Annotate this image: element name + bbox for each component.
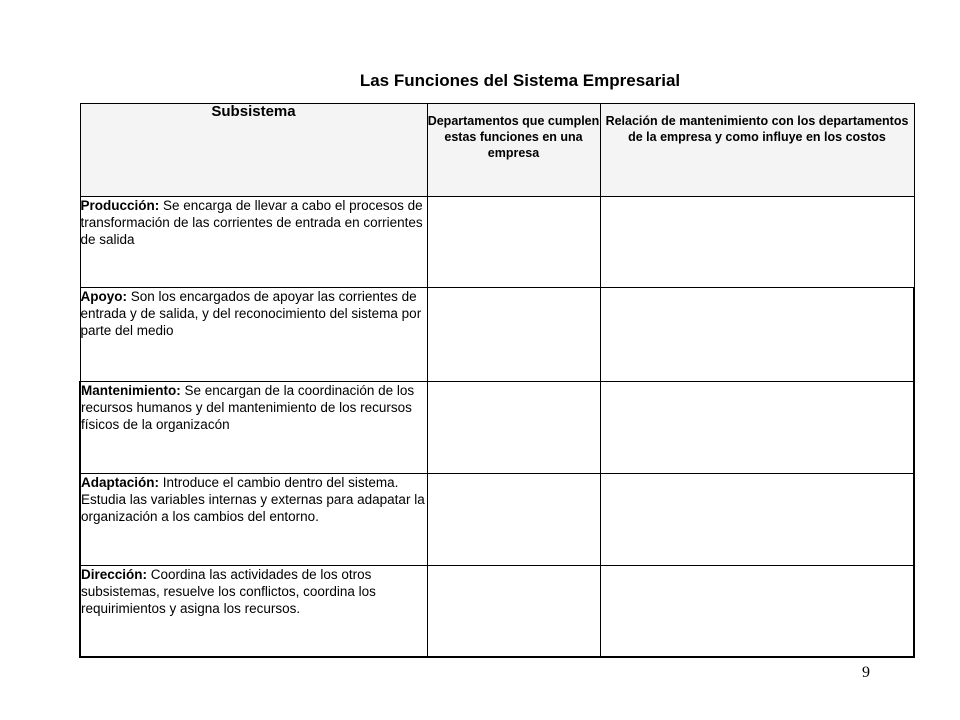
row-text: Son los encargados de apoyar las corrientes de entrada y de salida, y del reconocimiento del sistema por parte del medio bbox=[80, 289, 422, 338]
cell-relacion[interactable] bbox=[600, 566, 914, 658]
cell-departamentos[interactable] bbox=[427, 288, 600, 382]
row-term: Apoyo: bbox=[80, 289, 127, 304]
header-subsistema: Subsistema bbox=[80, 104, 427, 197]
table-header-row bbox=[80, 104, 914, 197]
header-departamentos: Departamentos que cumplen estas funciones en una empresa bbox=[427, 104, 600, 197]
cell-departamentos[interactable] bbox=[427, 382, 600, 474]
header-relacion: Relación de mantenimiento con los departamentos de la empresa y como influye en los costos bbox=[600, 104, 914, 197]
row-description bbox=[80, 566, 427, 658]
table-row bbox=[80, 474, 914, 566]
row-description bbox=[80, 288, 427, 382]
page-title: Las Funciones del Sistema Empresarial bbox=[359, 71, 681, 90]
row-text: Se encargan de la coordinación de los recursos humanos y del mantenimiento de los recursos físicos de la organizacón bbox=[81, 383, 415, 432]
row-text: Se encarga de llevar a cabo el procesos de transformación de las corrientes de entrada en corrientes de salida bbox=[80, 198, 423, 247]
cell-relacion[interactable] bbox=[600, 474, 914, 566]
row-text: Coordina las actividades de los otros subsistemas, resuelve los conflictos, coordina los requirimientos y asigna los recursos. bbox=[81, 567, 376, 616]
row-description bbox=[80, 197, 427, 288]
cell-relacion[interactable] bbox=[600, 197, 914, 288]
cell-departamentos[interactable] bbox=[427, 197, 600, 288]
cell-relacion[interactable] bbox=[600, 288, 914, 382]
table-row bbox=[80, 382, 914, 474]
row-description bbox=[80, 382, 427, 474]
row-term: Adaptación: bbox=[81, 475, 160, 490]
table-row bbox=[80, 288, 914, 382]
row-term: Producción: bbox=[80, 198, 160, 213]
row-term: Mantenimiento: bbox=[81, 383, 181, 398]
table-row bbox=[80, 197, 914, 288]
table-row bbox=[80, 566, 914, 658]
cell-departamentos[interactable] bbox=[427, 474, 600, 566]
row-term: Dirección: bbox=[81, 567, 148, 582]
row-description bbox=[80, 474, 427, 566]
cell-departamentos[interactable] bbox=[427, 566, 600, 658]
functions-table bbox=[79, 103, 915, 658]
row-text: Introduce el cambio dentro del sistema. Estudia las variables internas y externas para adapatar la organización a los cambios del entorno. bbox=[81, 475, 425, 524]
cell-relacion[interactable] bbox=[600, 382, 914, 474]
page-number: 9 bbox=[862, 664, 870, 681]
